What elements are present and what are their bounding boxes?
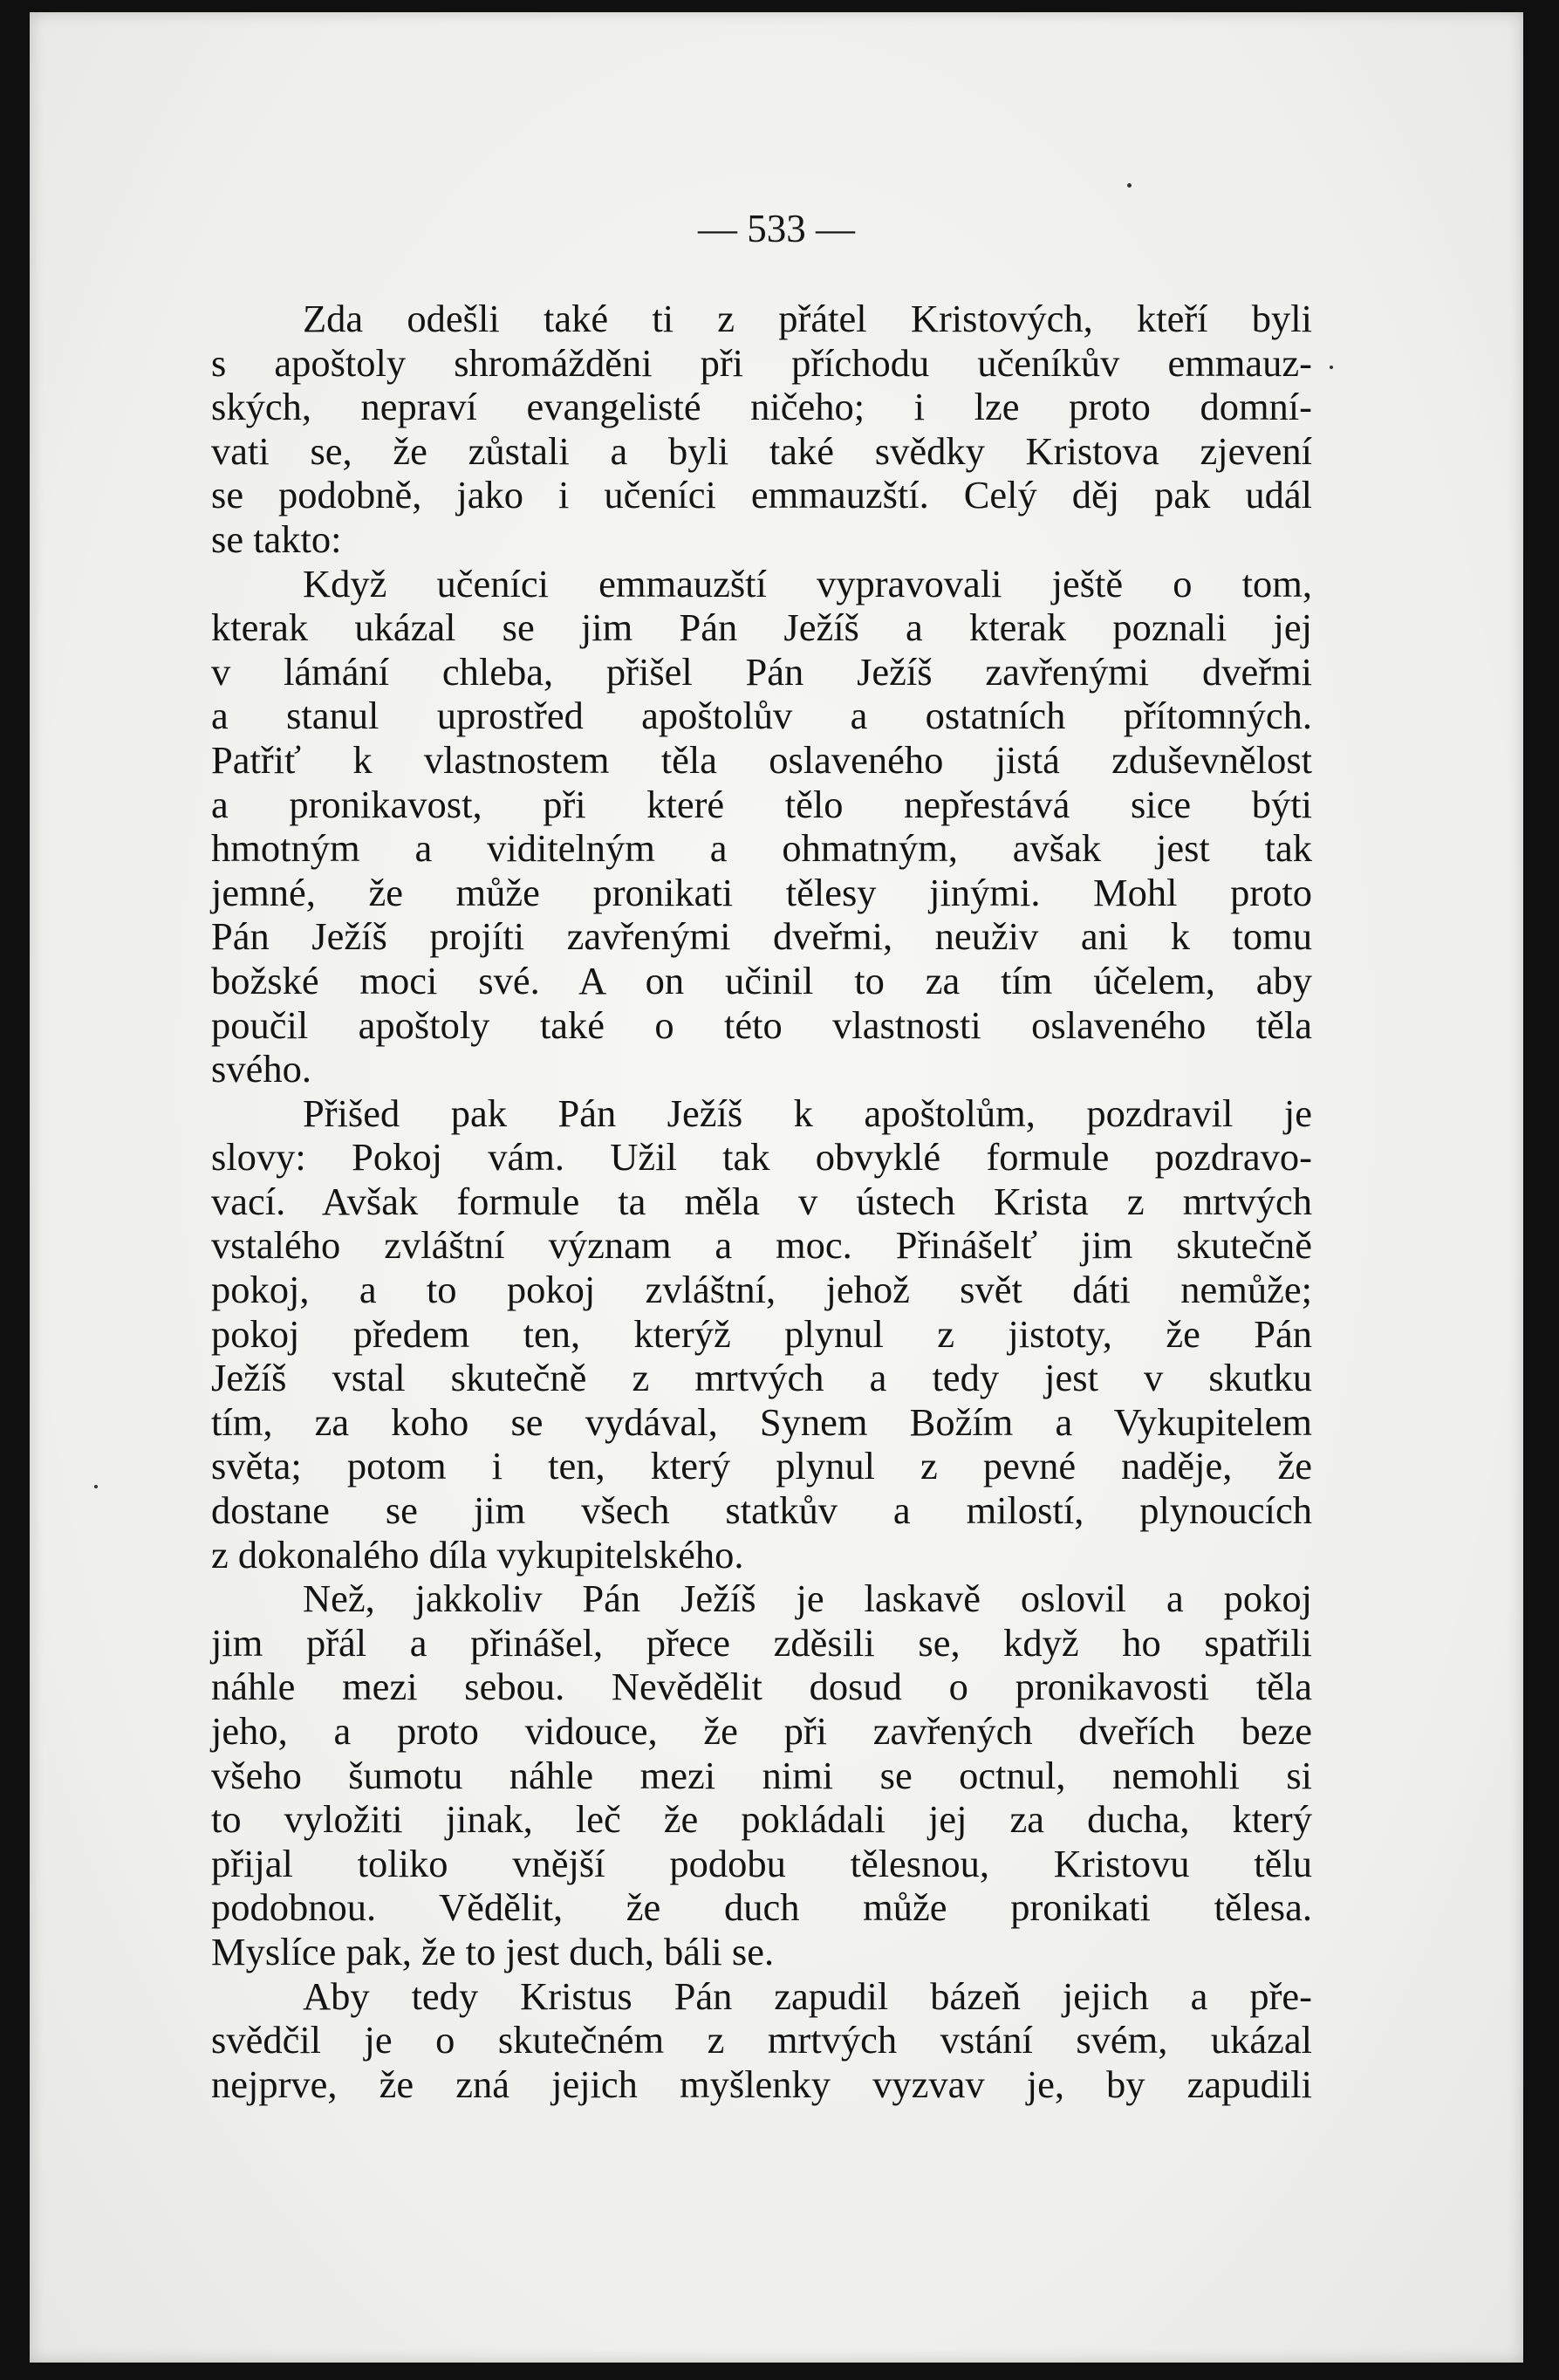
text-line: ských, nepraví evangelisté ničeho; i lze proto domní- bbox=[211, 385, 1312, 429]
text-line: slovy: Pokoj vám. Užil tak obvyklé formule pozdravo- bbox=[211, 1135, 1312, 1180]
text-line: nejprve, že zná jejich myšlenky vyzvav je, by zapudili bbox=[211, 2062, 1312, 2106]
text-line: přijal toliko vnější podobu tělesnou, Kristovu tělu bbox=[211, 1841, 1312, 1885]
text-line: tím, za koho se vydával, Synem Božím a Vykupitelem bbox=[211, 1399, 1312, 1444]
text-line: jeho, a proto vidouce, že při zavřených dveřích beze bbox=[211, 1709, 1312, 1753]
text-line: Myslíce pak, že to jest duch, báli se. bbox=[211, 1929, 775, 1973]
text-line: božské moci své. A on učinil to za tím účelem, aby bbox=[211, 958, 1312, 1002]
text-line: se podobně, jako i učeníci emmauzští. Celý děj pak udál bbox=[211, 473, 1312, 517]
text-line: Zda odešli také ti z přátel Kristových, kteří byli bbox=[303, 297, 1312, 340]
text-line: vati se, že zůstali a byli také svědky Kristova zjevení bbox=[211, 428, 1312, 473]
book-page bbox=[30, 12, 1523, 2363]
text-line: kterak ukázal se jim Pán Ježíš a kterak poznali jej bbox=[211, 605, 1312, 650]
body-text bbox=[211, 297, 1312, 2106]
page-number: — 533 — bbox=[698, 207, 855, 250]
text-line: svědčil je o skutečném z mrtvých vstání svém, ukázal bbox=[211, 2018, 1312, 2062]
print-speck bbox=[1127, 183, 1132, 188]
text-line: všeho šumotu náhle mezi nimi se octnul, nemohli si bbox=[211, 1753, 1312, 1797]
text-line: Když učeníci emmauzští vypravovali ještě o tom, bbox=[303, 561, 1312, 605]
text-line: Ježíš vstal skutečně z mrtvých a tedy jest v skutku bbox=[211, 1356, 1312, 1400]
text-line: pokoj, a to pokoj zvláštní, jehož svět dáti nemůže; bbox=[211, 1268, 1312, 1312]
text-line: jim přál a přinášel, přece zděsili se, když ho spatřili bbox=[211, 1620, 1312, 1665]
text-line: a pronikavost, při které tělo nepřestává sice býti bbox=[211, 782, 1312, 826]
text-line: náhle mezi sebou. Nevědělit dosud o pronikavosti těla bbox=[211, 1665, 1312, 1709]
text-line: s apoštoly shromážděni při příchodu učeníkův emmauz- bbox=[211, 340, 1312, 385]
text-line: Než, jakkoliv Pán Ježíš je laskavě oslovil a pokoj bbox=[303, 1576, 1312, 1621]
text-line: Patřiť k vlastnostem těla oslaveného jistá zduševnělost bbox=[211, 737, 1312, 782]
text-line: pokoj předem ten, kterýž plynul z jistoty, že Pán bbox=[211, 1311, 1312, 1356]
text-line: světa; potom i ten, který plynul z pevné naděje, že bbox=[211, 1444, 1312, 1488]
text-line: Přišed pak Pán Ježíš k apoštolům, pozdravil je bbox=[303, 1091, 1312, 1135]
text-line: Pán Ježíš projíti zavřenými dveřmi, neuživ ani k tomu bbox=[211, 914, 1312, 959]
text-line: poučil apoštoly také o této vlastnosti oslaveného těla bbox=[211, 1002, 1312, 1047]
text-line: vstalého zvláštní význam a moc. Přinášelť jim skutečně bbox=[211, 1223, 1312, 1268]
text-line: jemné, že může pronikati tělesy jinými. Mohl proto bbox=[211, 870, 1312, 914]
print-speck bbox=[1330, 366, 1333, 369]
text-line: Aby tedy Kristus Pán zapudil bázeň jejich a pře- bbox=[303, 1973, 1312, 2018]
text-line: v lámání chleba, přišel Pán Ježíš zavřenými dveřmi bbox=[211, 649, 1312, 694]
text-line: z dokonalého díla vykupitelského. bbox=[211, 1532, 744, 1576]
text-line: to vyložiti jinak, leč že pokládali jej za ducha, který bbox=[211, 1797, 1312, 1842]
text-line: a stanul uprostřed apoštolův a ostatních přítomných. bbox=[211, 694, 1312, 738]
text-line: vací. Avšak formule ta měla v ústech Krista z mrtvých bbox=[211, 1179, 1312, 1223]
text-line: podobnou. Vědělit, že duch může pronikati tělesa. bbox=[211, 1885, 1312, 1930]
text-line: dostane se jim všech statkův a milostí, plynoucích bbox=[211, 1488, 1312, 1533]
text-line: hmotným a viditelným a ohmatným, avšak jest tak bbox=[211, 826, 1312, 871]
text-line: svého. bbox=[211, 1047, 311, 1091]
text-line: se takto: bbox=[211, 516, 342, 561]
print-speck bbox=[94, 1485, 98, 1488]
